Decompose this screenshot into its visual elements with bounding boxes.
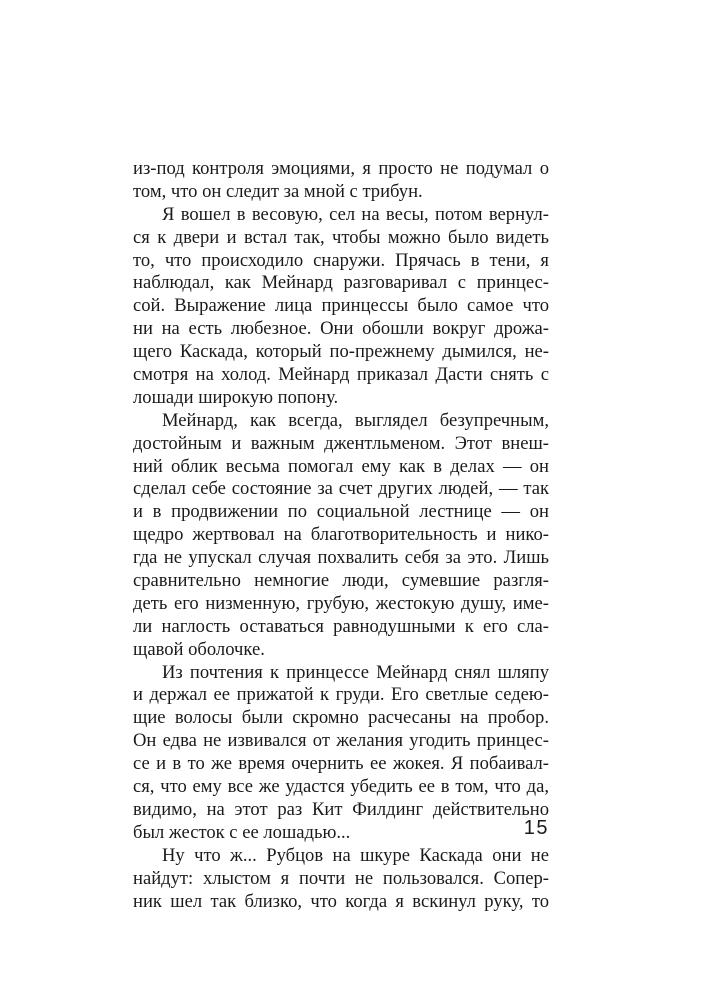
body-text (133, 158, 549, 913)
text-line: видимо, на этот раз Кит Филдинг действительно (133, 798, 549, 820)
text-line: найдут: хлыстом я почти не пользовался. Сопер- (133, 867, 549, 889)
text-line: Ну что ж... Рубцов на шкуре Каскада они не (162, 844, 549, 866)
text-line: ся к двери и встал так, чтобы можно было видеть (133, 226, 549, 248)
text-line: Он едва не извивался от желания угодить принцес- (133, 730, 549, 752)
text-line: то, что происходило снаружи. Прячась в тени, я (133, 249, 549, 271)
text-line: Я вошел в весовую, сел на весы, потом вернул- (162, 203, 549, 225)
text-line: наблюдал, как Мейнард разговаривал с принцес- (133, 272, 549, 294)
text-line: щие волосы были скромно расчесаны на пробор. (133, 707, 549, 729)
text-line: лошади широкую попону. (133, 386, 339, 408)
text-line: ни на есть любезное. Они обошли вокруг дрожа- (133, 318, 549, 340)
text-line: том, что он следит за мной с трибун. (133, 180, 423, 202)
page-number: 15 (523, 817, 549, 839)
text-line: был жесток с ее лошадью... (133, 821, 351, 843)
text-line: Из почтения к принцессе Мейнард снял шляпу (162, 661, 549, 683)
text-line: ли наглость оставаться равнодушными к его сла- (133, 615, 549, 637)
text-line: и держал ее прижатой к груди. Его светлые седею- (133, 684, 549, 706)
text-line: щавой оболочке. (133, 638, 265, 660)
text-line: щедро жертвовал на благотворительность и нико- (133, 524, 549, 546)
text-line: сделал себе состояние за счет других людей, — так (133, 478, 549, 500)
text-line: достойным и важным джентльменом. Этот внеш- (133, 432, 549, 454)
text-line: Мейнард, как всегда, выглядел безупречным, (162, 409, 549, 431)
text-line: смотря на холод. Мейнард приказал Дасти снять с (133, 364, 549, 386)
text-line: и в продвижении по социальной лестнице — он (133, 501, 549, 523)
text-line: ний облик весьма помогал ему как в делах — он (133, 455, 549, 477)
text-line: деть его низменную, грубую, жестокую душу, име- (133, 592, 549, 614)
text-line: сой. Выражение лица принцессы было самое что (133, 295, 549, 317)
text-line: ся, что ему все же удастся убедить ее в том, что да, (133, 776, 549, 798)
text-line: ник шел так близко, что когда я вскинул руку, то (133, 890, 549, 912)
text-line: сравнительно немногие люди, сумевшие разгля- (133, 570, 549, 592)
text-line: из-под контроля эмоциями, я просто не подумал о (133, 158, 549, 179)
text-line: щего Каскада, который по-прежнему дымился, не- (133, 341, 549, 363)
text-line: се и в то же время очернить ее жокея. Я побаивал- (133, 753, 549, 775)
text-line: гда не упускал случая похвалить себя за это. Лишь (133, 547, 549, 569)
